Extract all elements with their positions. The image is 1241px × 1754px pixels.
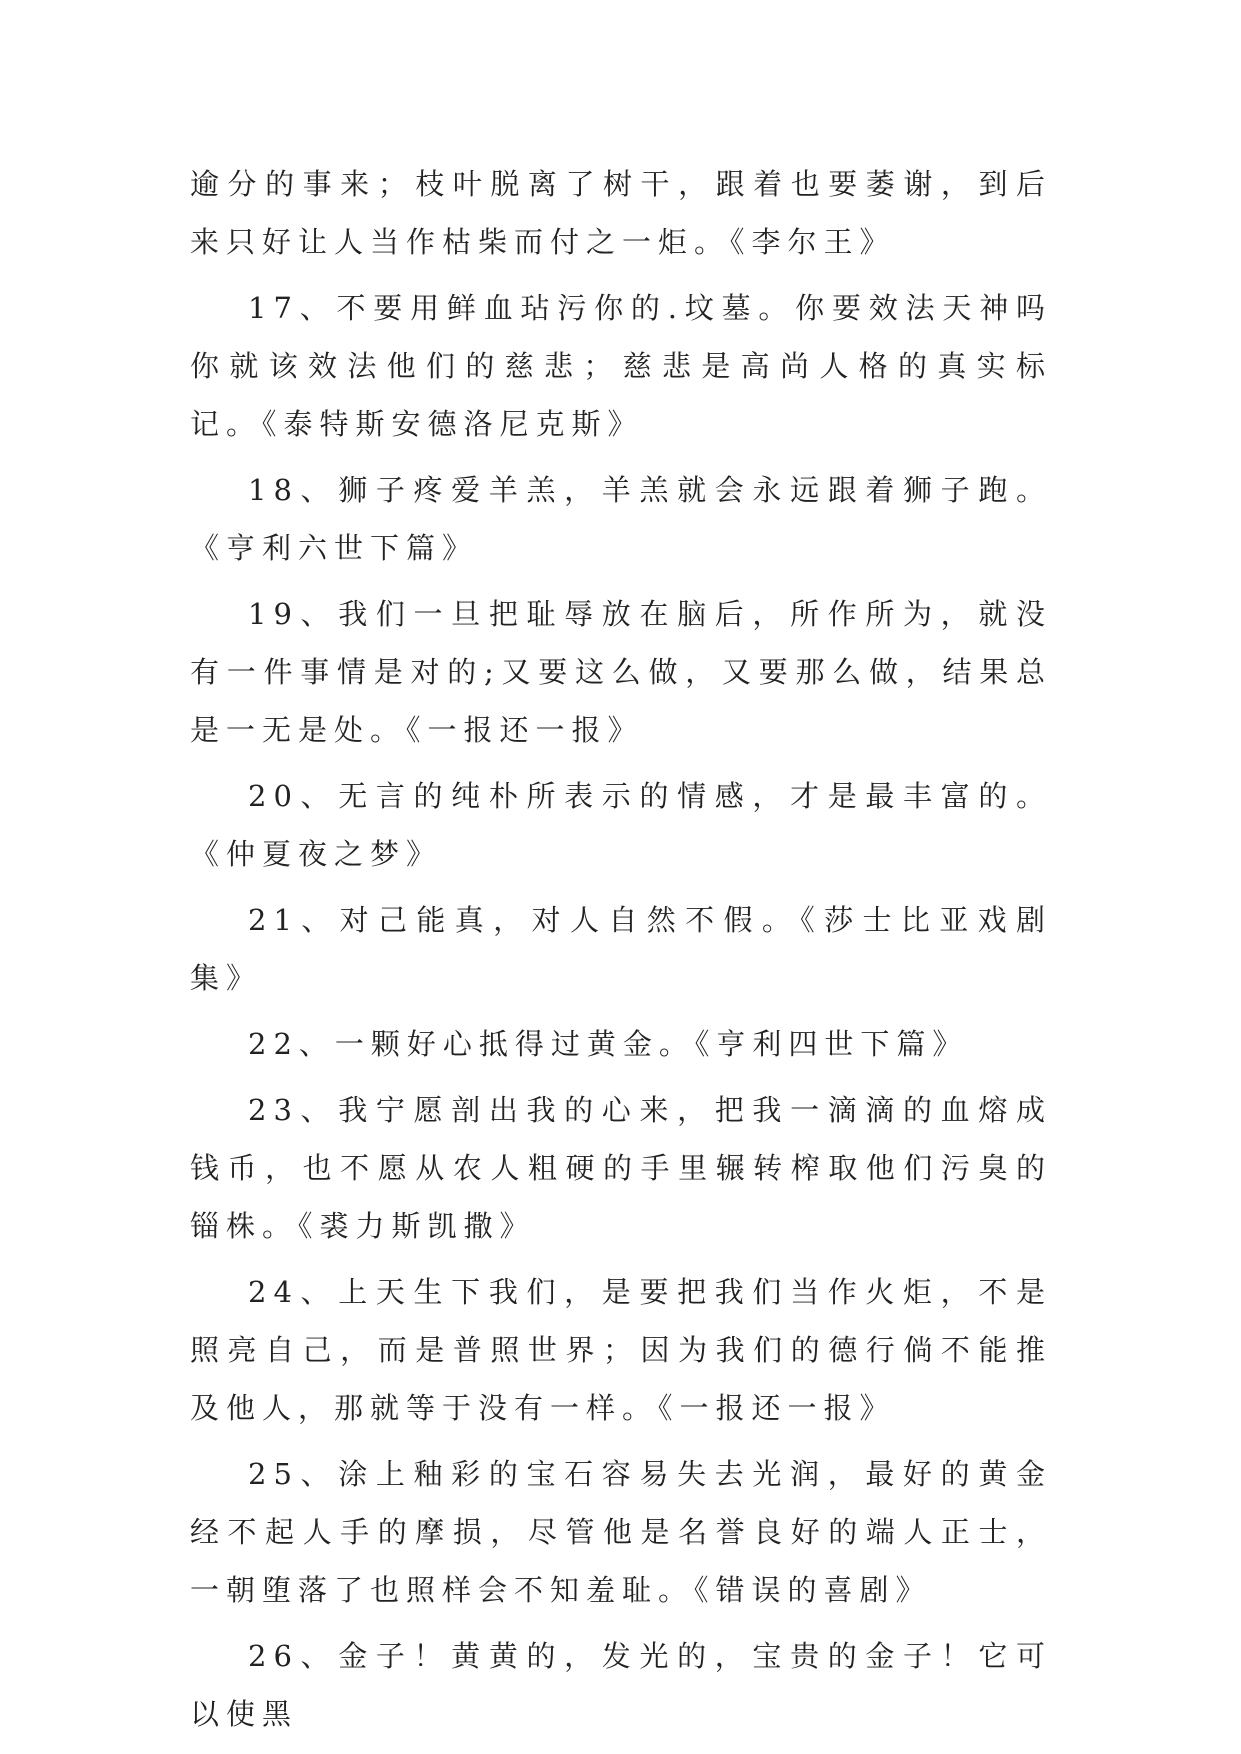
paragraph-quote-25: 25、涂上釉彩的宝石容易失去光润，最好的黄金经不起人手的摩损，尽管他是名誉良好的端人正士，一朝堕落了也照样会不知羞耻。《错误的喜剧》 <box>190 1457 1052 1607</box>
paragraph-quote-23: 23、我宁愿剖出我的心来，把我一滴滴的血熔成钱币，也不愿从农人粗硬的手里辗转榨取他们污臭的锱株。《裘力斯凯撒》 <box>190 1093 1052 1243</box>
paragraph-quote-17: 17、不要用鲜血玷污你的.坟墓。你要效法天神吗你就该效法他们的慈悲；慈悲是高尚人格的真实标记。《泰特斯安德洛尼克斯》 <box>190 291 1052 441</box>
paragraph-quote-26: 26、金子！黄黄的，发光的，宝贵的金子！它可以使黑 <box>190 1639 1052 1731</box>
paragraph-quote-24: 24、上天生下我们，是要把我们当作火炬，不是照亮自己，而是普照世界；因为我们的德行倘不能推及他人，那就等于没有一样。《一报还一报》 <box>190 1275 1052 1425</box>
paragraph-quote-20: 20、无言的纯朴所表示的情感，才是最丰富的。《仲夏夜之梦》 <box>190 779 1052 871</box>
paragraph-continuation: 逾分的事来；枝叶脱离了树干，跟着也要萎谢，到后来只好让人当作枯柴而付之一炬。《李尔王》 <box>190 167 1052 259</box>
paragraph-quote-19: 19、我们一旦把耻辱放在脑后，所作所为，就没有一件事情是对的;又要这么做，又要那么做，结果总是一无是处。《一报还一报》 <box>190 597 1052 747</box>
paragraph-quote-18: 18、狮子疼爱羊羔，羊羔就会永远跟着狮子跑。《亨利六世下篇》 <box>190 473 1052 565</box>
document-body <box>190 155 1052 1751</box>
paragraph-quote-22: 22、一颗好心抵得过黄金。《亨利四世下篇》 <box>248 1027 969 1061</box>
paragraph-quote-21: 21、对己能真，对人自然不假。《莎士比亚戏剧集》 <box>190 903 1052 995</box>
